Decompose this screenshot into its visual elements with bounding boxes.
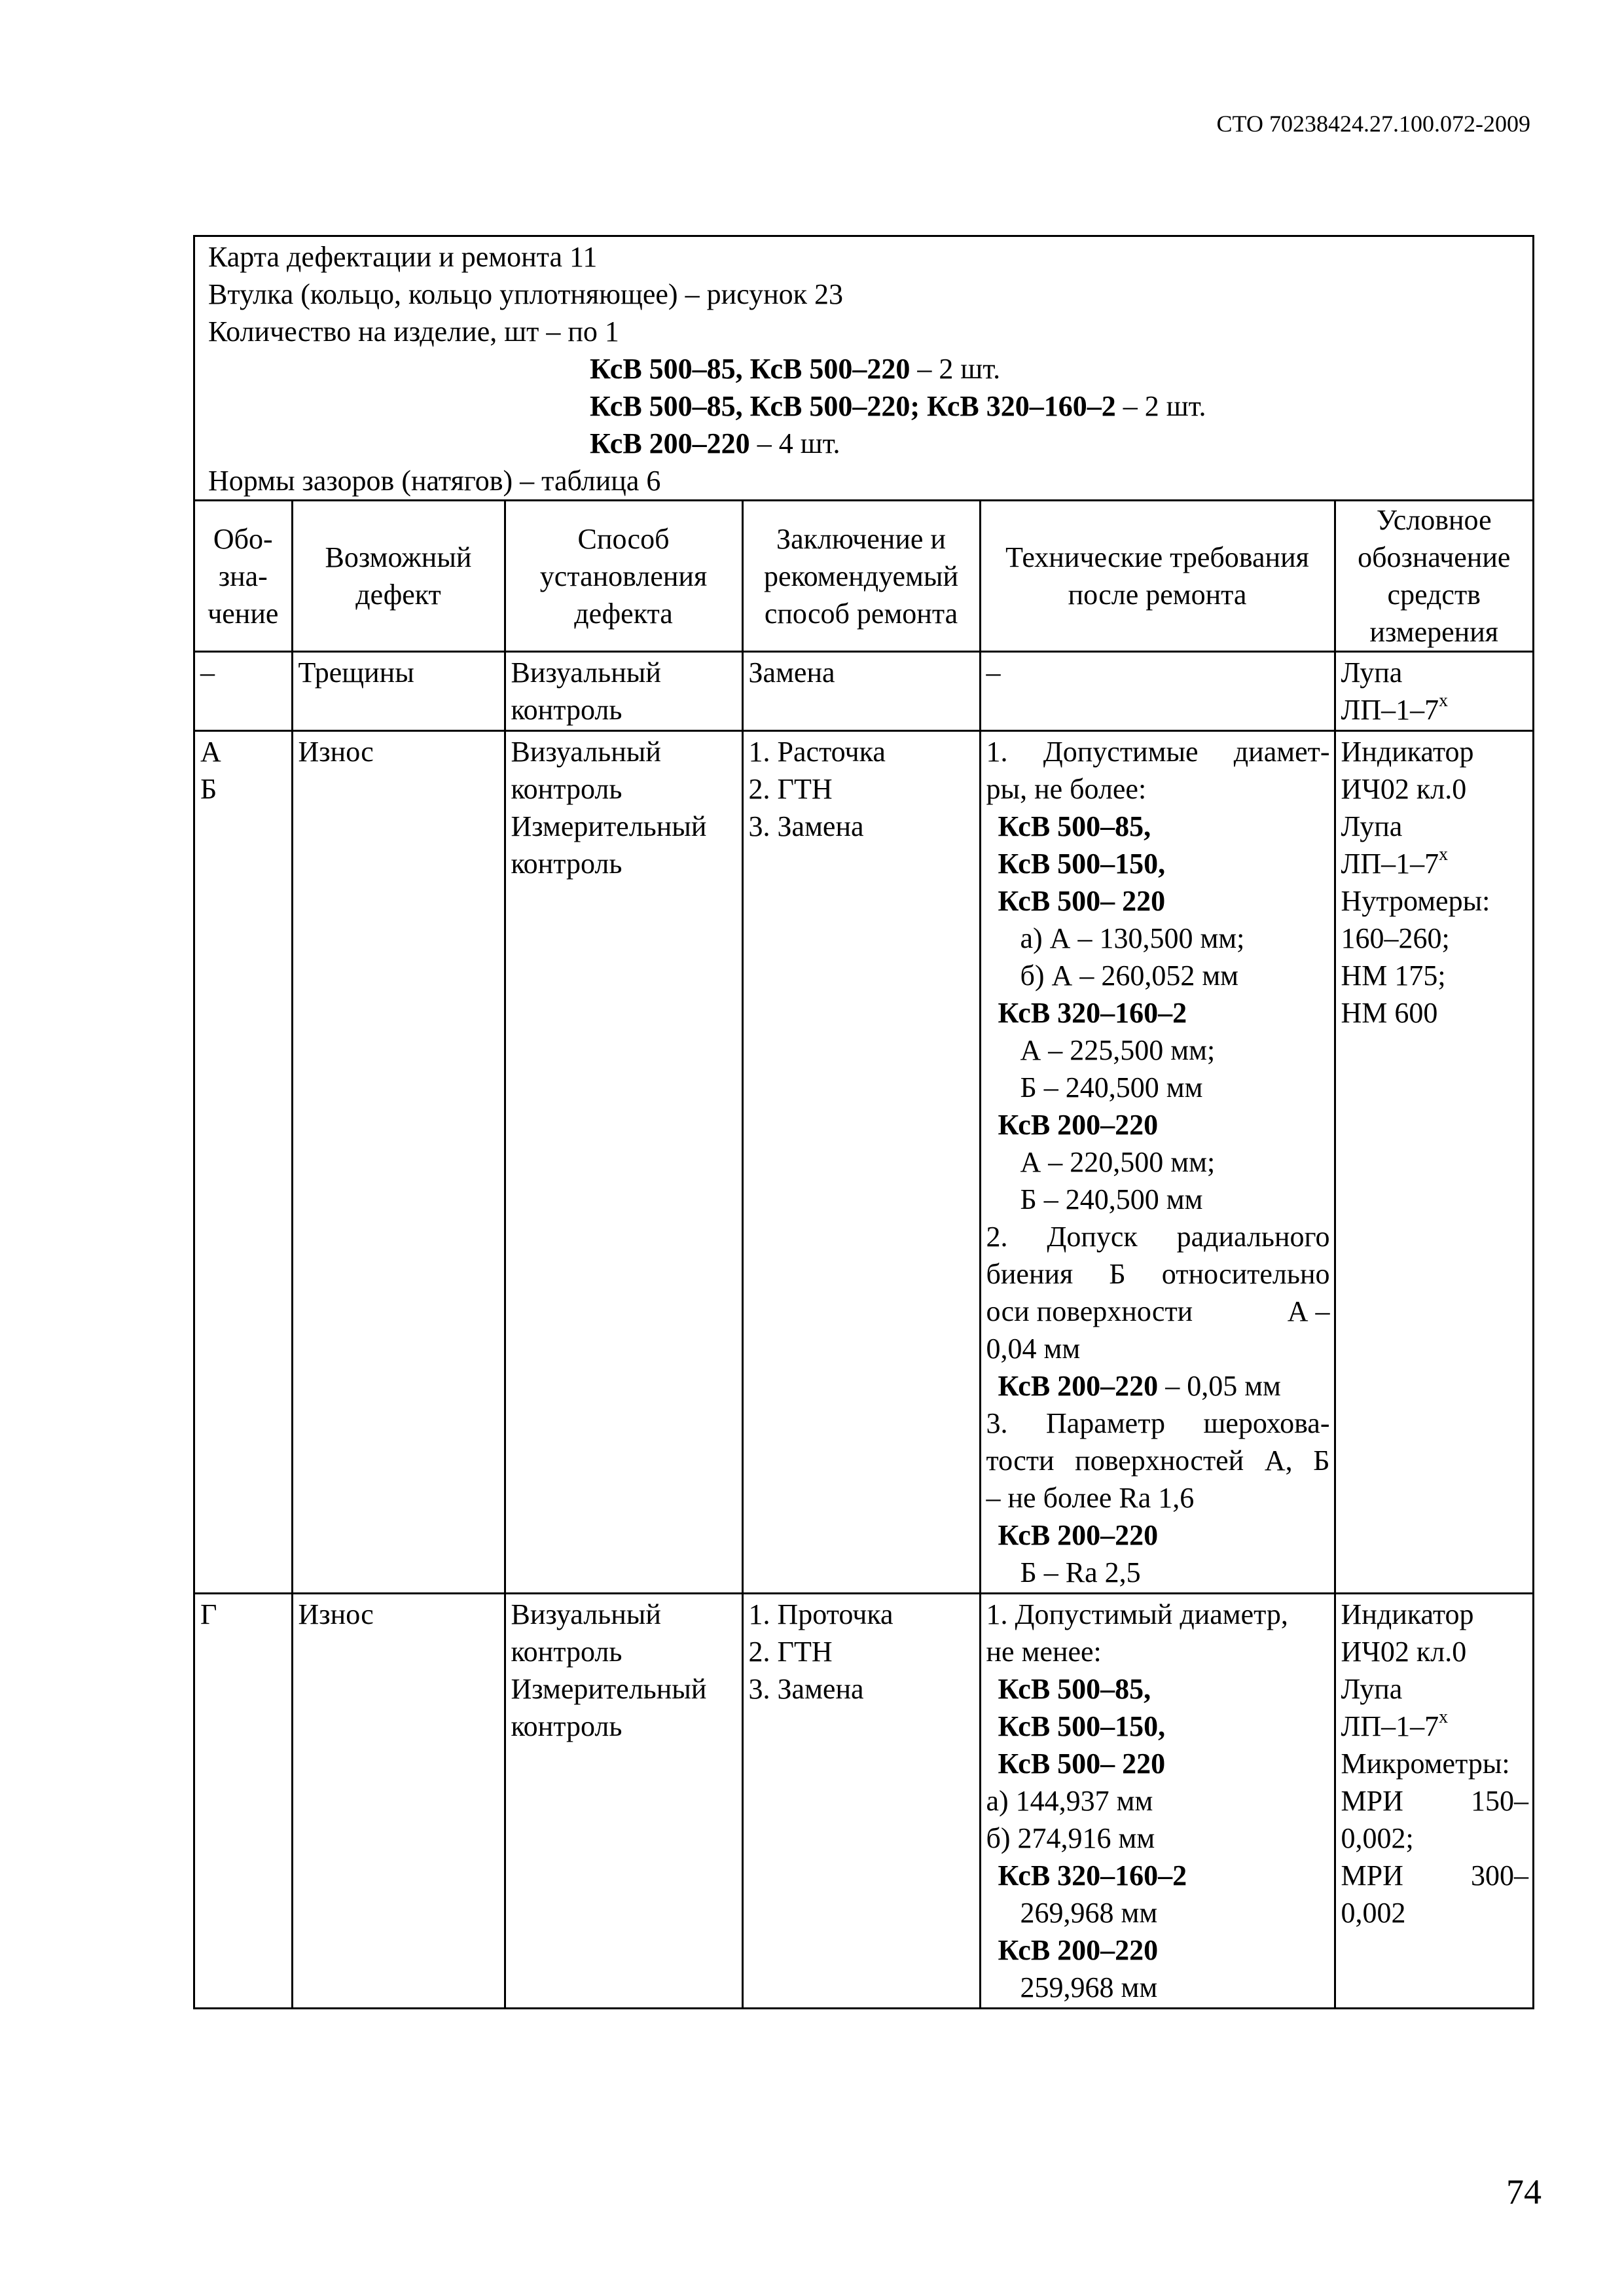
- card-quantity: Количество на изделие, шт – по 1: [208, 315, 619, 348]
- defect-table: [195, 499, 1532, 2007]
- requirements-cell: 1. Допустимый диаметр, не менее: КсВ 500–85, КсВ 500–150, КсВ 500– 220 а) 144,937 мм б) 274,916 мм КсВ 320–160–2 269,968 мм КсВ 200–220 259,968 мм: [980, 1594, 1335, 2008]
- tools-cell: Индикатор ИЧ02 кл.0 Лупа $ЛП-1-7^х$ Микрометры: МРИ 150– 0,002; МРИ 300– 0,002: [1335, 1594, 1532, 2008]
- tools-cell: Лупа $ЛП-1-7^х$: [1335, 652, 1532, 731]
- col-header-designation: Обо- зна- чение: [195, 501, 292, 652]
- card-norms: Нормы зазоров (натягов) – таблица 6: [208, 465, 661, 497]
- defect-cell: Трещины: [292, 652, 505, 731]
- col-header-method: Способ установления дефекта: [505, 501, 742, 652]
- method-cell: Визуальный контроль Измерительный контроль: [505, 731, 742, 1594]
- defect-cell: Износ: [292, 1594, 505, 2008]
- col-header-repair: Заключение и рекомендуемый способ ремонта: [742, 501, 980, 652]
- table-row: [195, 652, 1532, 731]
- method-cell: Визуальный контроль: [505, 652, 742, 731]
- quantity-count-2: – 2 шт.: [1115, 390, 1206, 422]
- tools-cell: Индикатор ИЧ02 кл.0 Лупа $ЛП-1-7^х$ Нутромеры: 160–260; НМ 175; НМ 600: [1335, 731, 1532, 1594]
- quantity-count-3: – 4 шт.: [749, 427, 840, 459]
- quantity-line-1: [208, 350, 1532, 387]
- quantity-line-3: [208, 425, 1532, 462]
- table-header-row: [195, 501, 1532, 652]
- table-row: [195, 731, 1532, 1594]
- repair-cell: 1. Расточка 2. ГТН 3. Замена: [742, 731, 980, 1594]
- requirements-cell: 1. Допустимые диамет- ры, не более: КсВ 500–85, КсВ 500–150, КсВ 500– 220 а) А – 130,500 мм; б) А – 260,052 мм КсВ 320–160–2 А – 225,500 мм; Б – 240,500 мм КсВ 200–220 А – 220,500 мм; Б – 240,500 мм 2. Допуск радиального биения Б относительно оси поверхности А – 0,04 мм КсВ 200–220 – 0,05 мм 3. Параметр шерохова- тости поверхностей А, Б – не более Ra 1,6 КсВ 200–220 Б – Ra 2,5: [980, 731, 1335, 1594]
- col-header-requirements: Технические требования после ремонта: [980, 501, 1335, 652]
- designation-cell: Г: [195, 1594, 292, 2008]
- designation-cell: А Б: [195, 731, 292, 1594]
- quantity-line-2: [208, 387, 1532, 425]
- requirements-cell: –: [980, 652, 1335, 731]
- col-header-tools: Условное обозначение средств измерения: [1335, 501, 1532, 652]
- card-title: Карта дефектации и ремонта 11: [208, 241, 598, 273]
- quantity-models-2: КсВ 500–85, КсВ 500–220; КсВ 320–160–2: [590, 390, 1116, 422]
- repair-cell: 1. Проточка 2. ГТН 3. Замена: [742, 1594, 980, 2008]
- defect-cell: Износ: [292, 731, 505, 1594]
- quantity-count-1: – 2 шт.: [910, 353, 1001, 385]
- quantity-models-3: КсВ 200–220: [590, 427, 750, 459]
- col-header-defect: Возможный дефект: [292, 501, 505, 652]
- card-header: [195, 237, 1532, 499]
- document-code: СТО 70238424.27.100.072-2009: [1216, 111, 1530, 137]
- quantity-models-1: КсВ 500–85, КсВ 500–220: [590, 353, 911, 385]
- designation-cell: –: [195, 652, 292, 731]
- method-cell: Визуальный контроль Измерительный контроль: [505, 1594, 742, 2008]
- repair-cell: Замена: [742, 652, 980, 731]
- table-row: [195, 1594, 1532, 2008]
- card-part: Втулка (кольцо, кольцо уплотняющее) – рисунок 23: [208, 278, 843, 310]
- defect-repair-card: [193, 235, 1534, 2009]
- page-number: 74: [1506, 2172, 1542, 2212]
